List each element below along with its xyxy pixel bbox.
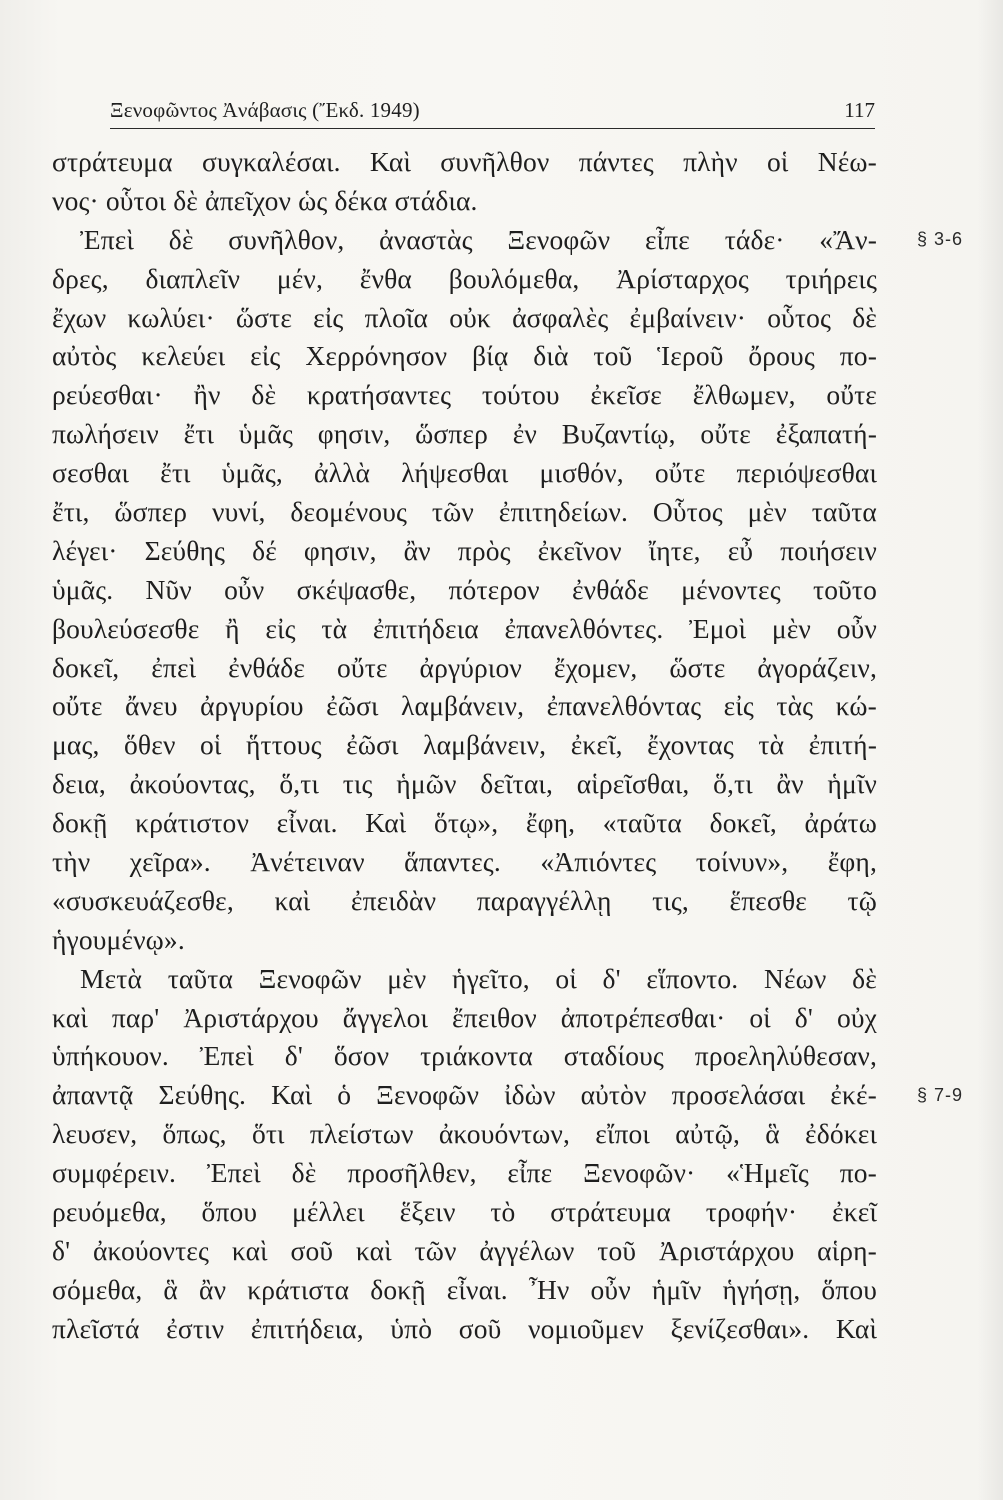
edge-shadow bbox=[977, 0, 1003, 1500]
text-line: βουλεύσεσθε ἢ εἰς τὰ ἐπιτήδεια ἐπανελθόντες. Ἐμοὶ μὲν οὖν bbox=[52, 612, 877, 644]
text-line: συμφέρειν. Ἐπεὶ δὲ προσῆλθεν, εἶπε Ξενοφῶν· «Ἡμεῖς πο- bbox=[52, 1157, 877, 1189]
text-line: νος· οὗτοι δὲ ἀπεῖχον ὡς δέκα στάδια. bbox=[52, 184, 478, 216]
running-header bbox=[110, 98, 875, 129]
text-line: δεια, ἀκούοντας, ὅ,τι τις ἡμῶν δεῖται, αἱρεῖσθαι, ὅ,τι ἂν ἡμῖν bbox=[52, 768, 877, 800]
text-line: ἡγουμένῳ». bbox=[52, 923, 185, 955]
text-line: καὶ παρ' Ἀριστάρχου ἄγγελοι ἔπειθον ἀποτρέπεσθαι· οἱ δ' οὐχ bbox=[52, 1001, 877, 1033]
text-line: οὔτε ἄνευ ἀργυρίου ἐῶσι λαμβάνειν, ἐπανελθόντας εἰς τὰς κώ- bbox=[52, 690, 877, 722]
text-line: ὑμᾶς. Νῦν οὖν σκέψασθε, πότερον ἐνθάδε μένοντες τοῦτο bbox=[52, 573, 877, 605]
text-line: ἔχων κωλύει· ὥστε εἰς πλοῖα οὐκ ἀσφαλὲς ἐμβαίνειν· οὗτος δὲ bbox=[52, 301, 877, 333]
text-line: δοκῇ κράτιστον εἶναι. Καὶ ὅτῳ», ἔφη, «ταῦτα δοκεῖ, ἀράτω bbox=[52, 807, 877, 839]
text-line: τὴν χεῖρα». Ἀνέτειναν ἅπαντες. «Ἀπιόντες τοίνυν», ἔφη, bbox=[52, 846, 877, 878]
text-line: δ' ἀκούοντες καὶ σοῦ καὶ τῶν ἀγγέλων τοῦ Ἀριστάρχου αἱρη- bbox=[52, 1234, 877, 1266]
text-line: Ἐπεὶ δὲ συνῆλθον, ἀναστὰς Ξενοφῶν εἶπε τάδε· «Ἄν- bbox=[80, 223, 877, 255]
text-line: λευσεν, ὅπως, ὅτι πλείστων ἀκουόντων, εἴποι αὐτῷ, ἃ ἐδόκει bbox=[52, 1118, 877, 1150]
text-line: μας, ὅθεν οἱ ἥττους ἐῶσι λαμβάνειν, ἐκεῖ, ἔχοντας τὰ ἐπιτή- bbox=[52, 729, 877, 761]
text-line: Μετὰ ταῦτα Ξενοφῶν μὲν ἡγεῖτο, οἱ δ' εἵποντο. Νέων δὲ bbox=[80, 962, 877, 994]
text-line: σόμεθα, ἃ ἂν κράτιστα δοκῇ εἶναι. Ἦν οὖν ἡμῖν ἡγήσῃ, ὅπου bbox=[52, 1273, 877, 1305]
section-marker: § 3-6 bbox=[916, 228, 963, 249]
text-line: ὑπήκουον. Ἐπεὶ δ' ὅσον τριάκοντα σταδίους προεληλύθεσαν, bbox=[52, 1040, 877, 1072]
text-line: δοκεῖ, ἐπεὶ ἐνθάδε οὔτε ἀργύριον ἔχομεν, ὥστε ἀγοράζειν, bbox=[52, 651, 877, 683]
text-line: πωλήσειν ἔτι ὑμᾶς φησιν, ὥσπερ ἐν Βυζαντίῳ, οὔτε ἐξαπατή- bbox=[52, 418, 877, 450]
text-line: πλεῖστά ἐστιν ἐπιτήδεια, ὑπὸ σοῦ νομιοῦμεν ξενίζεσθαι». Καὶ bbox=[52, 1312, 877, 1344]
text-line: στράτευμα συγκαλέσαι. Καὶ συνῆλθον πάντες πλὴν οἱ Νέω- bbox=[52, 146, 877, 177]
body-text bbox=[52, 143, 877, 1349]
text-line: ἀπαντᾷ Σεύθης. Καὶ ὁ Ξενοφῶν ἰδὼν αὐτὸν προσελάσαι ἐκέ- bbox=[52, 1079, 877, 1111]
text-line: «συσκευάζεσθε, καὶ ἐπειδὰν παραγγέλλῃ τις, ἕπεσθε τῷ bbox=[52, 884, 877, 916]
text-line: δρες, διαπλεῖν μέν, ἔνθα βουλόμεθα, Ἀρίσταρχος τριήρεις bbox=[52, 262, 877, 294]
page-number: 117 bbox=[844, 98, 875, 122]
text-line: λέγει· Σεύθης δέ φησιν, ἂν πρὸς ἐκεῖνον ἴητε, εὖ ποιήσειν bbox=[52, 534, 877, 566]
section-marker: § 7-9 bbox=[916, 1084, 963, 1105]
text-line: ρευόμεθα, ὅπου μέλλει ἕξειν τὸ στράτευμα τροφήν· ἐκεῖ bbox=[52, 1196, 877, 1228]
text-line: σεσθαι ἔτι ὑμᾶς, ἀλλὰ λήψεσθαι μισθόν, οὔτε περιόψεσθαι bbox=[52, 457, 877, 489]
text-line: αὐτὸς κελεύει εἰς Χερρόνησον βίᾳ διὰ τοῦ Ἱεροῦ ὄρους πο- bbox=[52, 340, 877, 372]
text-line: ἔτι, ὥσπερ νυνί, δεομένους τῶν ἐπιτηδείων. Οὗτος μὲν ταῦτα bbox=[52, 496, 877, 528]
text-line: ρεύεσθαι· ἢν δὲ κρατήσαντες τούτου ἐκεῖσε ἔλθωμεν, οὔτε bbox=[52, 379, 877, 411]
header-title: Ξενοφῶντος Ἀνάβασις (Ἔκδ. 1949) bbox=[110, 98, 420, 122]
